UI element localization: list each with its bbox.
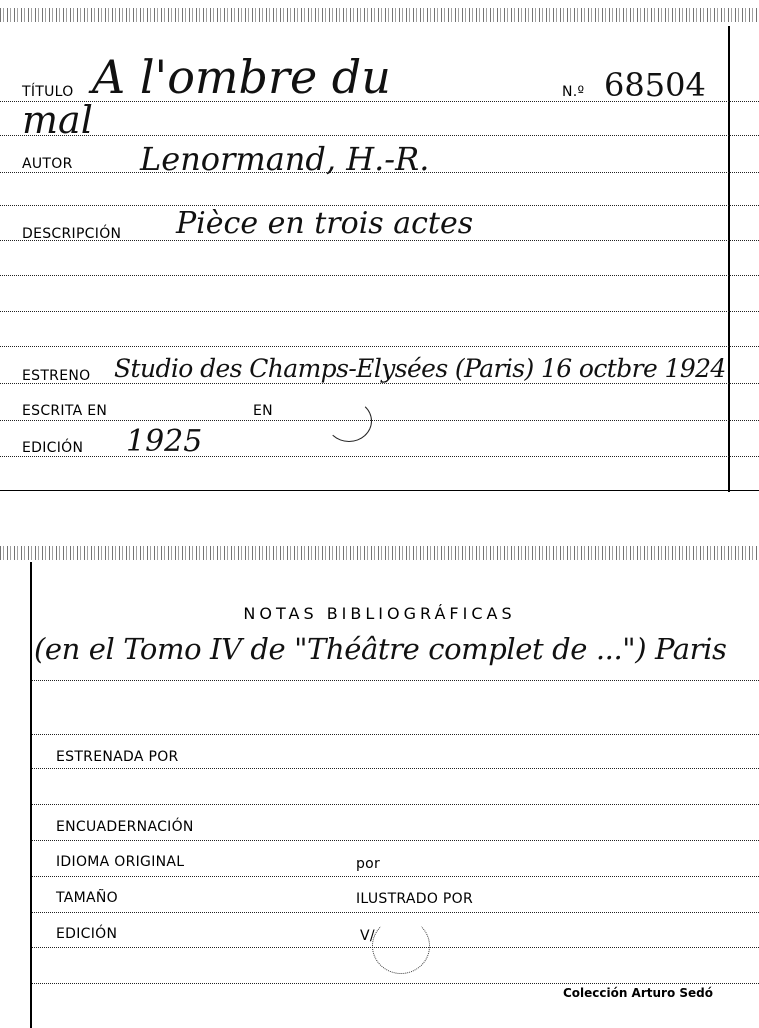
rule-line [32,734,759,735]
label-estreno: ESTRENO [22,368,91,384]
section-title: NOTAS BIBLIOGRÁFICAS [243,604,516,623]
rule-line [0,346,759,347]
rule-line [0,383,759,384]
label-autor: AUTOR [22,156,73,172]
rule-line [32,912,759,913]
value-titulo-line2: mal [22,98,93,142]
value-autor: Lenormand, H.-R. [140,140,430,178]
label-edicion-back: EDICIÓN [56,926,118,942]
catalog-card-front [0,0,759,492]
label-v: V/ [360,928,375,944]
rule-line [32,680,759,681]
torn-edge [0,8,759,22]
value-estreno: Studio des Champs-Elysées (Paris) 16 octbre 1924 [114,354,726,383]
value-descripcion: Pièce en trois actes [176,206,474,241]
label-por: por [356,856,381,872]
rule-line [32,804,759,805]
rule-line [0,275,759,276]
value-edicion: 1925 [126,424,203,459]
value-numero: 68504 [604,66,706,104]
label-estrenada-por: ESTRENADA POR [56,749,179,765]
rule-line [32,840,759,841]
label-descripcion: DESCRIPCIÓN [22,226,122,242]
card-bottom-edge [0,490,759,491]
rule-line [32,876,759,877]
rule-line [0,311,759,312]
value-notas: (en el Tomo IV de "Théâtre complet de ...") Paris [34,632,727,666]
collection-credit: Colección Arturo Sedó [562,986,713,1000]
label-idioma-original: IDIOMA ORIGINAL [56,854,185,870]
torn-edge [0,546,759,560]
catalog-card-back [0,546,759,1028]
value-titulo-line1: A l'ombre du [92,50,391,104]
label-ilustrado-por: ILUSTRADO POR [356,891,473,907]
label-edicion: EDICIÓN [22,440,84,456]
label-numero: N.º [562,84,585,100]
label-en: EN [253,403,273,419]
ink-mark [326,400,372,442]
rule-line [0,420,759,421]
rule-line [0,135,759,136]
label-encuadernacion: ENCUADERNACIÓN [56,819,194,835]
card-right-edge [728,26,730,492]
stamp-mark [372,918,430,974]
rule-line [0,456,759,457]
label-tamano: TAMAÑO [56,890,118,906]
label-escrita-en: ESCRITA EN [22,403,108,419]
rule-line [32,768,759,769]
rule-line [32,983,759,984]
card-left-edge [30,562,32,1028]
label-titulo: TÍTULO [22,84,74,100]
